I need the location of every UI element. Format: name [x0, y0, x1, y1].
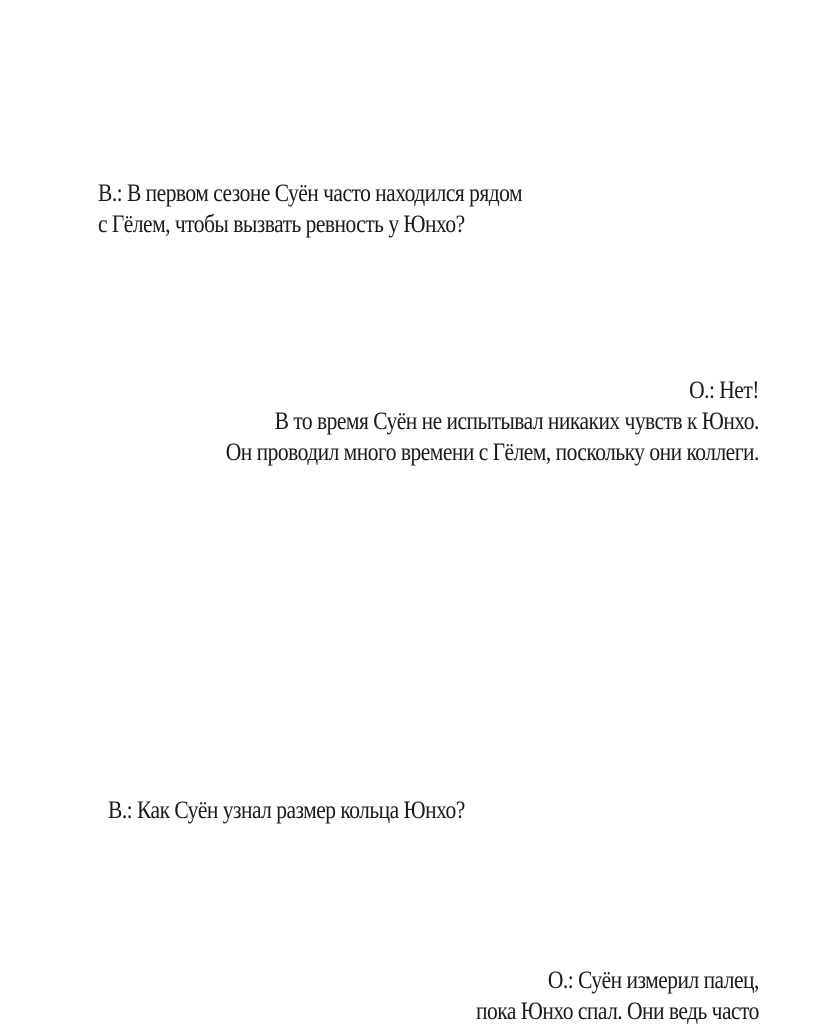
- answer-1-line-2: В то время Суён не испытывал никаких чувств к Юнхо.: [274, 408, 759, 435]
- question-1-line-1: В.: В первом сезоне Суён часто находился рядом: [98, 180, 523, 207]
- answer-2: [476, 965, 759, 1027]
- answer-1-line-3: Он проводил много времени с Гёлем, поскольку они коллеги.: [225, 439, 759, 466]
- question-2: [108, 795, 465, 826]
- answer-1: [226, 375, 759, 468]
- question-2-line-1: В.: Как Суён узнал размер кольца Юнхо?: [108, 797, 465, 824]
- answer-2-line-1: О.: Суён измерил палец,: [548, 967, 759, 994]
- question-1: [98, 178, 522, 240]
- question-1-line-2: с Гёлем, чтобы вызвать ревность у Юнхо?: [98, 211, 465, 238]
- answer-1-line-1: О.: Нет!: [689, 377, 759, 404]
- answer-2-line-2: пока Юнхо спал. Они ведь часто: [476, 998, 759, 1025]
